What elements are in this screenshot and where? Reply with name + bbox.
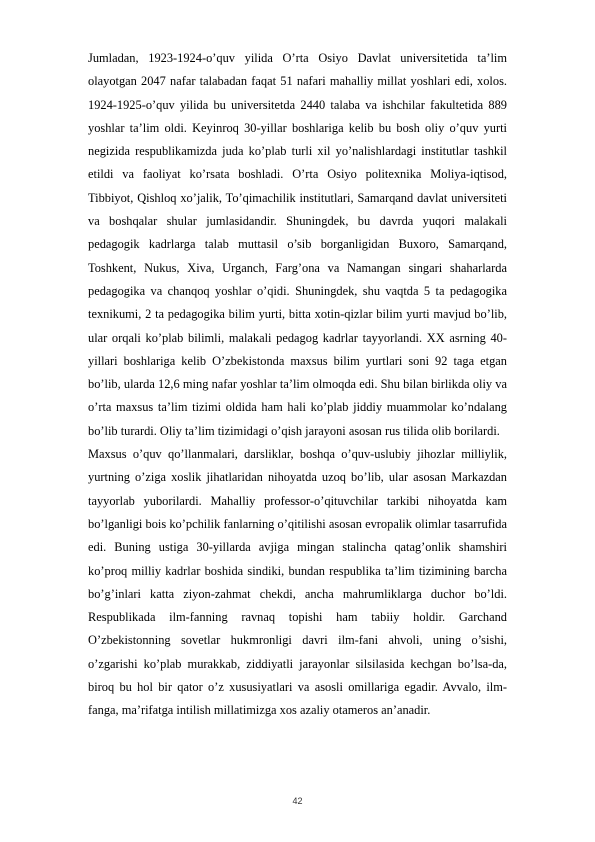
page-number: 42 bbox=[292, 796, 303, 806]
document-page bbox=[88, 47, 507, 837]
body-paragraph-1: Jumladan, 1923-1924-o’quv yilida O’rta Osiyo Davlat universitetida ta’lim olayotgan 2047 nafar talabadan faqat 51 nafari mahalliy millat yoshlari edi, xolos. 1924-1925-o’quv yilida bu universitetda 2440 talaba va ishchilar fakultetida 889 yoshlar ta’lim oldi. Keyinroq 30-yillar boshlariga kelib bu bosh oliy o’quv yurti negizida respublikamizda juda ko’plab turli xil yo’nalishlardagi institutlar tashkil etildi va faoliyat ko’rsata boshladi. O’rta Osiyo politexnika Moliya-iqtisod, Tibbiyot, Qishloq xo’jalik, To’qimachilik institutlari, Samarqand davlat universiteti va boshqalar shular jumlasidandir. Shuningdek, bu davrda yuqori malakali pedagogik kadrlarga talab muttasil o’sib borganligidan Buxoro, Samarqand, Toshkent, Nukus, Xiva, Urganch, Farg’ona va Namangan singari shaharlarda pedagogika va chanqoq yoshlar o’qidi. Shuningdek, shu vaqtda 5 ta pedagogika texnikumi, 2 ta pedagogika bilim yurti, bitta xotin-qizlar bilim yurti mavjud bo’lib, ular orqali ko’plab bilimli, malakali pedagog kadrlar tayyorlandi. XX asrning 40-yillari boshlariga kelib O’zbekistonda maxsus bilim yurtlari soni 92 taga etgan bo’lib, ularda 12,6 ming nafar yoshlar ta’lim olmoqda edi. Shu bilan birlikda oliy va o’rta maxsus ta’lim tizimi oldida ham hali ko’plab jiddiy muammolar ko’ndalang bo’lib turardi. Oliy ta’lim tizimidagi o’qish jarayoni asosan rus tilida olib borilardi. bbox=[88, 51, 507, 438]
body-paragraph-2: Maxsus o’quv qo’llanmalari, darsliklar, boshqa o’quv-uslubiy jihozlar milliylik, yurtning o’ziga xoslik jihatlaridan nihoyatda uzoq bo’lib, ular asosan Markazdan tayyorlab yuborilardi. Mahalliy professor-o’qituvchilar tarkibi nihoyatda kam bo’lganligi bois ko’pchilik fanlarning o’qitilishi asosan evropalik olimlar tasarrufida edi. Buning ustiga 30-yillarda avjiga mingan stalincha qatag’onlik shamshiri ko’proq milliy kadrlar boshida sindiki, bundan respublika ta’lim tizimining barcha bo’g’inlari katta ziyon-zahmat chekdi, ancha mahrumliklarga duchor bo’ldi. Respublikada ilm-fanning ravnaq topishi ham tabiiy holdir. Garchand O’zbekistonning sovetlar hukmronligi davri ilm-fani ahvoli, uning o’sishi, o’zgarishi ko’plab murakkab, ziddiyatli jarayonlar silsilasida kechgan bo’lsa-da, biroq bu hol bir qator o’z xususiyatlari va asosli omillariga egadir. Avvalo, ilm-fanga, ma’rifatga intilish millatimizga xos azaliy otameros an’anadir. bbox=[88, 447, 507, 718]
